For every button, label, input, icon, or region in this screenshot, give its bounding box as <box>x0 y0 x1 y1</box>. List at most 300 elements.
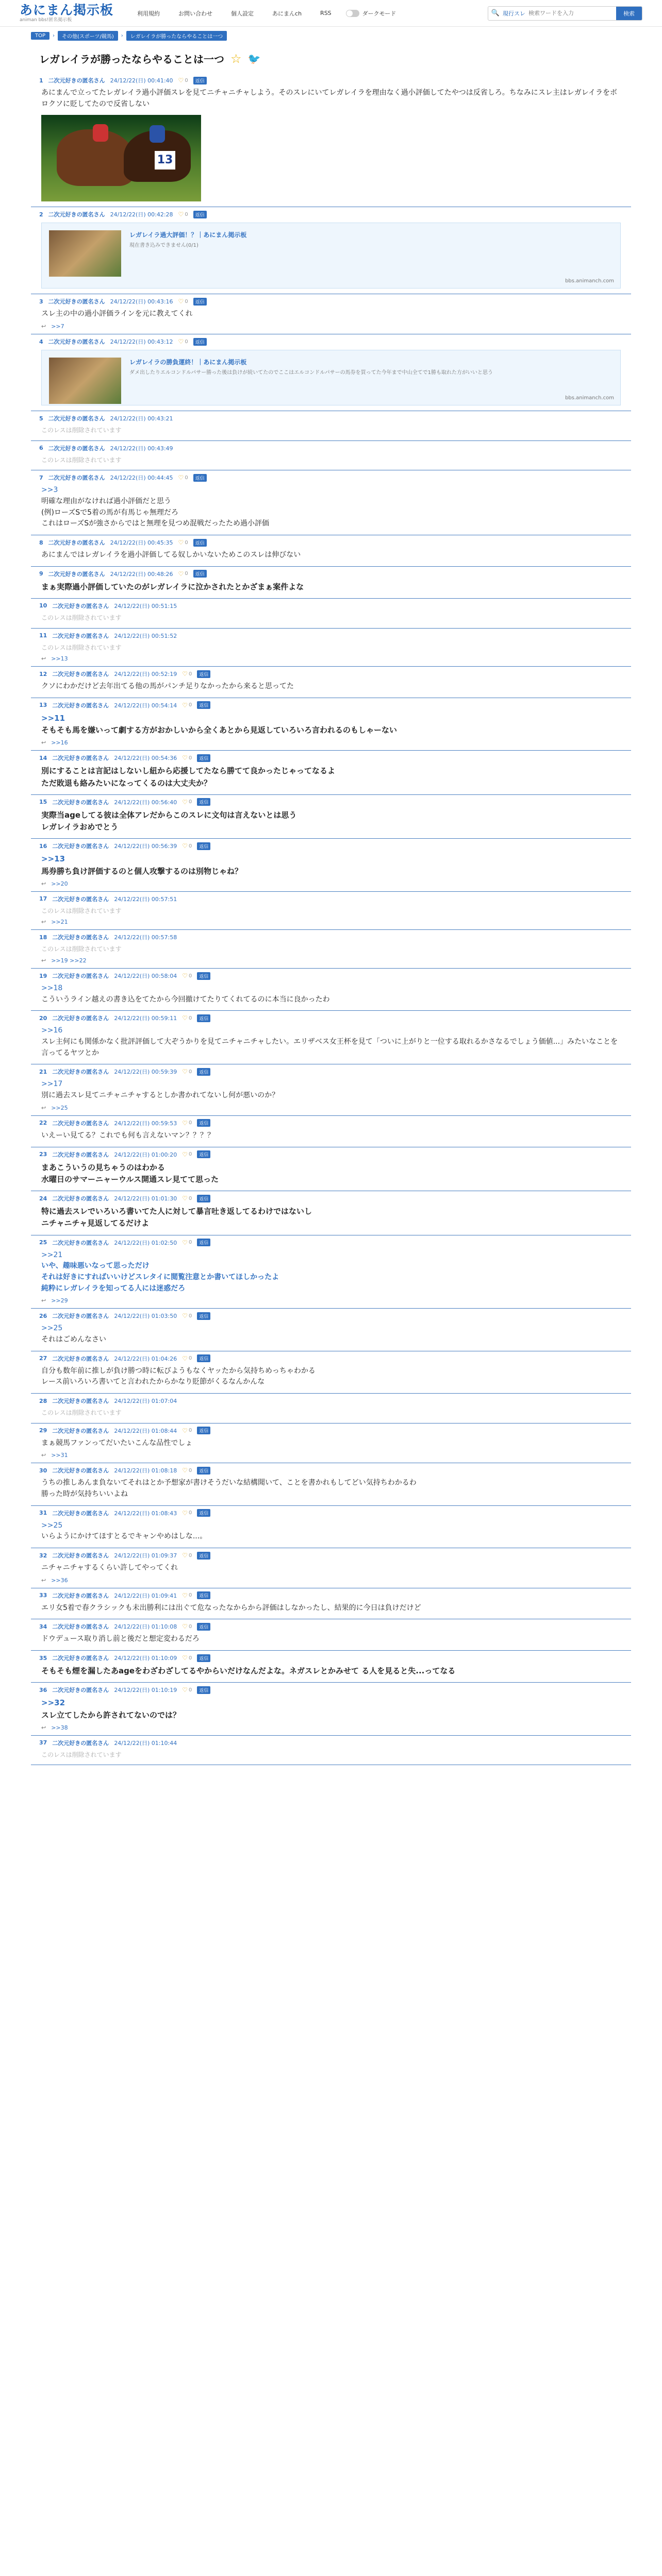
post-date: 24/12/22(日) 00:43:16 <box>110 298 173 306</box>
post-header <box>39 76 623 84</box>
heart-icon[interactable]: ♡ <box>182 670 188 678</box>
post-number[interactable]: 15 <box>39 799 47 806</box>
heart-count: 0 <box>188 1240 192 1245</box>
poster-name: 二次元好きの匿名さん <box>48 77 105 84</box>
race-photo[interactable] <box>41 115 201 201</box>
replies-link[interactable]: >>19 >>22 <box>51 957 87 964</box>
heart-icon[interactable]: ♡ <box>182 972 188 979</box>
replies-link[interactable]: >>13 <box>51 655 68 663</box>
reply-anchor-link[interactable]: >>25 <box>41 1324 63 1333</box>
breadcrumb-top[interactable]: TOP <box>31 32 49 40</box>
post <box>31 795 631 839</box>
reply-arrow-icon: ↩ <box>41 1297 46 1304</box>
post-body: ニチャニチャするくらい許してやってくれ <box>41 1564 178 1572</box>
heart-icon[interactable]: ♡ <box>182 701 188 709</box>
reply-button[interactable]: 返信 <box>193 298 207 306</box>
nav-settings[interactable]: 個人設定 <box>231 10 254 17</box>
reply-button[interactable]: 返信 <box>197 1150 210 1158</box>
poster-name: 二次元好きの匿名さん <box>52 973 109 979</box>
replies-link[interactable]: >>31 <box>51 1452 68 1459</box>
post <box>31 1463 631 1505</box>
post-header <box>39 444 623 452</box>
poster-name: 二次元好きの匿名さん <box>52 1510 109 1517</box>
replies-row <box>39 1575 623 1584</box>
post-date: 24/12/22(日) 00:43:49 <box>110 445 173 452</box>
card-thumbnail <box>49 230 121 277</box>
heart-count: 0 <box>185 298 188 304</box>
post-number[interactable]: 16 <box>39 842 47 850</box>
heart-count: 0 <box>188 1687 192 1693</box>
post-number[interactable]: 3 <box>39 298 43 305</box>
poster-name: 二次元好きの匿名さん <box>52 1467 109 1475</box>
reply-button[interactable]: 返信 <box>197 1686 210 1694</box>
post-header <box>39 1591 623 1600</box>
thread-title-row <box>0 44 662 73</box>
reply-button[interactable]: 返信 <box>197 1552 210 1560</box>
post-body: あにまんではレガレイラを過小評価してる奴しかいないためこのスレは伸びない <box>41 551 301 559</box>
reply-button[interactable]: 返信 <box>197 1623 210 1631</box>
poster-name: 二次元好きの匿名さん <box>52 755 109 762</box>
heart-icon[interactable]: ♡ <box>182 1239 188 1246</box>
favorite-star-icon[interactable]: ☆ <box>230 51 242 66</box>
reply-anchor-link[interactable]: >>16 <box>41 1026 63 1035</box>
heart-count: 0 <box>188 1015 192 1021</box>
poster-name: 二次元好きの匿名さん <box>52 1687 109 1694</box>
post-number[interactable]: 13 <box>39 702 47 709</box>
post-header <box>39 538 623 547</box>
heart-icon[interactable]: ♡ <box>182 1150 188 1158</box>
site-logo[interactable] <box>20 4 113 23</box>
reply-button[interactable]: 返信 <box>193 474 207 482</box>
card-description: ダメ出したりエルコンドルパサー勝った後は負けが続いてたのでここはエルコンドルパサーの馬券を買ってた今年まで中山全てで1勝も取れた方がいいと思う <box>129 370 493 376</box>
replies-row <box>39 1103 623 1111</box>
reply-button[interactable]: 返信 <box>197 670 210 678</box>
reply-button[interactable]: 返信 <box>197 1195 210 1202</box>
post-header <box>39 670 623 678</box>
post-body: いらようにかけてほすとるでキャンやめはしな...。 <box>41 1532 207 1541</box>
post-header <box>39 842 623 850</box>
heart-icon[interactable]: ♡ <box>182 1427 188 1434</box>
reply-button[interactable]: 返信 <box>197 1591 210 1599</box>
post-number[interactable]: 34 <box>39 1623 47 1630</box>
post <box>31 1548 631 1588</box>
post-number[interactable]: 27 <box>39 1355 47 1362</box>
post-date: 24/12/22(日) 00:42:28 <box>110 211 173 218</box>
post-number[interactable]: 36 <box>39 1686 47 1693</box>
post-number[interactable]: 25 <box>39 1239 47 1246</box>
heart-count: 0 <box>188 1120 192 1126</box>
post-header <box>39 473 623 482</box>
reply-button[interactable]: 返信 <box>193 570 207 578</box>
post-header <box>39 1427 623 1435</box>
heart-icon[interactable]: ♡ <box>182 1623 188 1631</box>
reply-button[interactable]: 返信 <box>197 798 210 806</box>
post-number[interactable]: 24 <box>39 1195 47 1202</box>
post-number[interactable]: 1 <box>39 77 43 84</box>
post-date: 24/12/22(日) 00:52:19 <box>114 671 177 678</box>
post <box>31 1588 631 1620</box>
reply-button[interactable]: 返信 <box>197 1119 210 1127</box>
reply-button[interactable]: 返信 <box>197 1239 210 1246</box>
poster-name: 二次元好きの匿名さん <box>52 602 109 609</box>
post-date: 24/12/22(日) 00:43:21 <box>110 415 173 422</box>
post-number[interactable]: 6 <box>39 445 43 452</box>
reply-button[interactable]: 返信 <box>197 1467 210 1475</box>
post-body: クソにわかだけど去年出てる他の馬がパンチ足りなかったから来ると思ってた <box>41 682 294 691</box>
post <box>31 567 631 599</box>
reply-button[interactable]: 返信 <box>197 701 210 709</box>
poster-name: 二次元好きの匿名さん <box>52 1239 109 1246</box>
heart-count: 0 <box>188 1592 192 1599</box>
post-header <box>39 1739 623 1747</box>
heart-icon[interactable]: ♡ <box>182 1068 188 1076</box>
heart-icon[interactable]: ♡ <box>178 570 184 578</box>
replies-row <box>39 1722 623 1731</box>
poster-name: 二次元好きの匿名さん <box>52 1655 109 1662</box>
reply-button[interactable]: 返信 <box>193 77 207 84</box>
reply-button[interactable]: 返信 <box>197 842 210 850</box>
heart-count: 0 <box>188 702 192 708</box>
heart-icon[interactable]: ♡ <box>182 1467 188 1475</box>
nav-rss[interactable]: RSS <box>320 10 332 16</box>
post-body: 自分も数年前に推しが負け勝つ時に転びようもなくヤッたから気持ちめっちゃわかる レース前いろいろ書いてと言われたからかなり貶節がくるなんかんな <box>41 1366 316 1386</box>
heart-icon[interactable]: ♡ <box>182 1552 188 1560</box>
post <box>31 1506 631 1548</box>
heart-icon[interactable]: ♡ <box>182 1014 188 1022</box>
post-header <box>39 632 623 640</box>
poster-name: 二次元好きの匿名さん <box>52 799 109 806</box>
heart-count: 0 <box>188 843 192 849</box>
reply-anchor-link[interactable]: >>25 <box>41 1521 63 1530</box>
heart-icon[interactable]: ♡ <box>182 1195 188 1202</box>
poster-name: 二次元好きの匿名さん <box>48 211 105 218</box>
reply-button[interactable]: 返信 <box>193 211 207 218</box>
reply-anchor-link[interactable]: >>32 <box>41 1698 65 1708</box>
post-number[interactable]: 33 <box>39 1592 47 1599</box>
reply-button[interactable]: 返信 <box>197 1354 210 1362</box>
search-input[interactable] <box>528 7 616 20</box>
reply-anchor-link[interactable]: >>3 <box>41 486 58 495</box>
post-number[interactable]: 4 <box>39 338 43 345</box>
heart-count: 0 <box>188 755 192 761</box>
post-number[interactable]: 14 <box>39 754 47 761</box>
post-header <box>39 754 623 762</box>
heart-count: 0 <box>185 474 188 481</box>
heart-count: 0 <box>188 973 192 979</box>
card-description: 現在書き込みできません(0/1) <box>129 243 198 249</box>
post-header <box>39 337 623 346</box>
post-body: 実際当ageしてる彼は全体アレだからこのスレに文句は言えないとは思う レガレイラおめでとう <box>41 810 297 832</box>
post-body: スレ主何にも関係かなく批評評価して大ぞうかりを見てニチャニチャしたい。エリザベス女王杯を見て「ついに上がりと一位する取れるかさなるでしょう価値...」みたいなことを言ってるヤツとか <box>41 1038 618 1057</box>
post-body: 別に過去スレ見てニチャニチャするとしか書かれてないし何が悪いのか？ <box>41 1091 279 1100</box>
post-number[interactable]: 22 <box>39 1120 47 1127</box>
post-header <box>39 1150 623 1159</box>
heart-icon[interactable]: ♡ <box>178 474 184 482</box>
post-body: そもそも馬を嫌いって劇する方がおかしいから全くあとから見返していろいろ言われるのもしゃーない <box>41 725 398 735</box>
post-number[interactable]: 7 <box>39 474 43 481</box>
post-date: 24/12/22(日) 00:57:58 <box>114 934 177 941</box>
heart-icon[interactable]: ♡ <box>178 298 184 306</box>
search-scope-select[interactable]: 現行スレ <box>503 10 525 17</box>
post <box>31 535 631 567</box>
reply-arrow-icon: ↩ <box>41 919 46 926</box>
post-header <box>39 933 623 941</box>
heart-icon[interactable]: ♡ <box>178 338 184 346</box>
replies-row <box>39 1450 623 1459</box>
poster-name: 二次元好きの匿名さん <box>52 1015 109 1022</box>
reply-anchor-link[interactable]: >>11 <box>41 713 65 723</box>
heart-icon[interactable]: ♡ <box>182 798 188 806</box>
post-date: 24/12/22(日) 00:59:39 <box>114 1069 177 1076</box>
post <box>31 1423 631 1464</box>
reply-anchor-link[interactable]: >>18 <box>41 984 63 992</box>
reply-arrow-icon: ↩ <box>41 323 46 330</box>
heart-icon[interactable]: ♡ <box>182 1354 188 1362</box>
reply-anchor-link[interactable]: >>21 <box>41 1250 63 1259</box>
nav-terms[interactable]: 利用規約 <box>137 10 160 17</box>
post-header <box>39 1312 623 1320</box>
post-number[interactable]: 5 <box>39 415 43 422</box>
toggle-knob <box>346 10 353 16</box>
post-date: 24/12/22(日) 00:51:52 <box>114 632 177 639</box>
post-number[interactable]: 8 <box>39 539 43 546</box>
post-date: 24/12/22(日) 00:45:35 <box>110 539 173 546</box>
poster-name: 二次元好きの匿名さん <box>52 702 109 709</box>
search-box <box>488 6 642 21</box>
link-preview-card[interactable] <box>41 350 621 405</box>
heart-icon[interactable]: ♡ <box>182 1686 188 1694</box>
heart-icon[interactable]: ♡ <box>182 1312 188 1320</box>
post-date: 24/12/22(日) 00:56:40 <box>114 799 177 806</box>
post-number[interactable]: 10 <box>39 602 47 609</box>
reply-button[interactable]: 返信 <box>193 338 207 346</box>
replies-row <box>39 955 623 964</box>
nav-animanch[interactable]: あにまんch <box>272 10 302 17</box>
post-body: あにまんで立ってたレガレイラ過小評価スレを見てニチャニチャしよう。そのスレにいてレガレイラを理由なく過小評価してたやつは反省しろ。ちなみにスレ主はレガレイラをボロクソに貶してたので反省しない <box>41 89 618 108</box>
post-number[interactable]: 19 <box>39 972 47 979</box>
post-date: 24/12/22(日) 01:10:09 <box>114 1655 177 1662</box>
post-date: 24/12/22(日) 00:54:36 <box>114 755 177 762</box>
reply-button[interactable]: 返信 <box>197 1427 210 1434</box>
breadcrumb-category[interactable]: その他(スポーツ/競馬) <box>58 31 118 41</box>
poster-name: 二次元好きの匿名さん <box>52 632 109 639</box>
post-date: 24/12/22(日) 00:59:53 <box>114 1120 177 1127</box>
post-number[interactable]: 11 <box>39 632 47 639</box>
post-number[interactable]: 17 <box>39 895 47 903</box>
post-header <box>39 414 623 422</box>
post-date: 24/12/22(日) 01:07:04 <box>114 1398 177 1404</box>
post <box>31 334 631 411</box>
post <box>31 1683 631 1736</box>
poster-name: 二次元好きの匿名さん <box>48 539 105 546</box>
post-body: そもそも煙を漏したあageをわざわざしてるやからいだけなんだよな。ネガスレとかみせて る人を見ると失...ってなる <box>41 1666 456 1676</box>
replies-link[interactable]: >>20 <box>51 880 68 887</box>
heart-icon[interactable]: ♡ <box>178 211 184 218</box>
reply-button[interactable]: 返信 <box>193 539 207 547</box>
reply-button[interactable]: 返信 <box>197 754 210 762</box>
post <box>31 892 631 930</box>
reply-arrow-icon: ↩ <box>41 880 46 887</box>
card-title[interactable]: レガレイラ過大評価！？｜あにまん掲示板 <box>129 231 247 239</box>
replies-link[interactable]: >>36 <box>51 1577 68 1584</box>
heart-icon[interactable]: ♡ <box>182 842 188 850</box>
post-header <box>39 297 623 306</box>
reply-anchor-link[interactable]: >>13 <box>41 854 65 864</box>
post-number[interactable]: 9 <box>39 570 43 578</box>
post-date: 24/12/22(日) 00:59:11 <box>114 1015 177 1022</box>
post-number[interactable]: 18 <box>39 934 47 941</box>
poster-name: 二次元好きの匿名さん <box>52 1355 109 1362</box>
heart-icon[interactable]: ♡ <box>182 1654 188 1662</box>
post-number[interactable]: 21 <box>39 1068 47 1075</box>
reply-button[interactable]: 返信 <box>197 1654 210 1662</box>
search-button[interactable]: 検索 <box>616 6 642 21</box>
post-body: 明確な理由がなければ過小評価だと思う (例)ローズSで5着の馬が有馬じゃ無理だろ これはローズSが強さからではと無理を見つめ混戦だったため過小評価 <box>41 497 270 528</box>
heart-icon[interactable]: ♡ <box>178 77 184 84</box>
breadcrumb-thread[interactable]: レガレイラが勝ったならやることは一つ <box>126 31 227 41</box>
nav-contact[interactable]: お問い合わせ <box>178 10 213 17</box>
heart-icon[interactable]: ♡ <box>182 1119 188 1127</box>
post <box>31 839 631 892</box>
post-number[interactable]: 28 <box>39 1397 47 1404</box>
poster-name: 二次元好きの匿名さん <box>48 298 105 306</box>
heart-count: 0 <box>188 1355 192 1362</box>
replies-row <box>39 321 623 330</box>
reply-arrow-icon: ↩ <box>41 957 46 964</box>
deleted-notice: このレスは削除されています <box>41 456 122 464</box>
poster-name: 二次元好きの匿名さん <box>52 1427 109 1434</box>
post-number[interactable]: 23 <box>39 1151 47 1158</box>
deleted-notice: このレスは削除されています <box>41 945 122 953</box>
post <box>31 1736 631 1766</box>
post <box>31 73 631 207</box>
post <box>31 470 631 535</box>
card-domain: bbs.animanch.com <box>565 395 614 401</box>
heart-count: 0 <box>188 1069 192 1075</box>
post-number[interactable]: 20 <box>39 1014 47 1022</box>
post-number[interactable]: 35 <box>39 1654 47 1662</box>
post-header <box>39 1622 623 1631</box>
heart-icon[interactable]: ♡ <box>182 1591 188 1599</box>
deleted-notice: このレスは削除されています <box>41 1751 122 1758</box>
poster-name: 二次元好きの匿名さん <box>52 1398 109 1404</box>
heart-count: 0 <box>185 338 188 345</box>
post-number[interactable]: 37 <box>39 1739 47 1747</box>
post-body: まぁ実際過小評価していたのがレガレイラに泣かされたとかざまぁ案件よな <box>41 582 304 591</box>
replies-row <box>39 1295 623 1304</box>
post <box>31 1394 631 1423</box>
post-number[interactable]: 30 <box>39 1467 47 1474</box>
post <box>31 1619 631 1651</box>
breadcrumb <box>0 27 662 44</box>
replies-link[interactable]: >>16 <box>51 739 68 747</box>
replies-link[interactable]: >>21 <box>51 919 68 926</box>
heart-icon[interactable]: ♡ <box>182 1509 188 1517</box>
poster-name: 二次元好きの匿名さん <box>48 338 105 346</box>
post <box>31 751 631 795</box>
post-header <box>39 1686 623 1694</box>
post-body: いや、趣味悪いなって思っただけ それは好きにすればいいけどスレタイに閲覧注意とか書いてほしかったよ 純粋にレガレイラを知ってる人には迷惑だろ <box>41 1262 279 1293</box>
post-header <box>39 1119 623 1127</box>
replies-link[interactable]: >>7 <box>51 323 64 330</box>
dark-mode-label: ダークモード <box>362 10 396 17</box>
post-body: それはごめんなさい <box>41 1335 106 1344</box>
post-number[interactable]: 26 <box>39 1312 47 1319</box>
post-date: 24/12/22(日) 00:57:51 <box>114 895 177 903</box>
post-number[interactable]: 31 <box>39 1510 47 1517</box>
post-header <box>39 895 623 903</box>
breadcrumb-separator: › <box>53 33 55 39</box>
replies-link[interactable]: >>38 <box>51 1724 68 1731</box>
post-body: スレ立てしたから許されてないのでは？ <box>41 1710 181 1720</box>
post-number[interactable]: 12 <box>39 670 47 677</box>
heart-count: 0 <box>188 1428 192 1434</box>
post-number[interactable]: 29 <box>39 1427 47 1434</box>
post <box>31 411 631 441</box>
heart-count: 0 <box>188 671 192 677</box>
post-body: ドウデュース取り消し前と後だと想定変わるだろ <box>41 1635 200 1643</box>
poster-name: 二次元好きの匿名さん <box>52 671 109 678</box>
heart-count: 0 <box>185 539 188 546</box>
jockey-shape <box>93 124 108 142</box>
post-header <box>39 1397 623 1405</box>
post-number[interactable]: 32 <box>39 1552 47 1559</box>
reply-button[interactable]: 返信 <box>197 1312 210 1320</box>
heart-icon[interactable]: ♡ <box>178 539 184 546</box>
poster-name: 二次元好きの匿名さん <box>48 570 105 578</box>
post <box>31 1011 631 1064</box>
post-body: こういうライン越えの書き込をてたから今回撤けてたりてくれてるのに本当に良かったわ <box>41 995 330 1004</box>
poster-name: 二次元好きの匿名さん <box>48 445 105 452</box>
twitter-bird-icon[interactable]: 🐦 <box>247 52 261 65</box>
reply-arrow-icon: ↩ <box>41 1452 46 1459</box>
main-nav <box>128 9 396 18</box>
post <box>31 599 631 629</box>
post <box>31 930 631 969</box>
post <box>31 1064 631 1115</box>
post <box>31 698 631 751</box>
link-preview-card[interactable] <box>41 223 621 289</box>
post-body: まぁ競馬ファンってだいたいこんな品性でしょ <box>41 1438 193 1447</box>
heart-count: 0 <box>188 1195 192 1201</box>
post <box>31 969 631 1011</box>
reply-button[interactable]: 返信 <box>197 972 210 980</box>
reply-button[interactable]: 返信 <box>197 1014 210 1022</box>
heart-count: 0 <box>188 1655 192 1661</box>
post <box>31 1116 631 1147</box>
post-header <box>39 1654 623 1662</box>
toggle-track[interactable] <box>346 10 359 17</box>
reply-button[interactable]: 返信 <box>197 1068 210 1076</box>
replies-link[interactable]: >>29 <box>51 1297 68 1304</box>
reply-button[interactable]: 返信 <box>197 1509 210 1517</box>
post-date: 24/12/22(日) 01:02:50 <box>114 1239 177 1246</box>
reply-anchor-link[interactable]: >>17 <box>41 1080 63 1089</box>
heart-count: 0 <box>188 1623 192 1630</box>
heart-icon[interactable]: ♡ <box>182 754 188 762</box>
heart-count: 0 <box>188 1552 192 1558</box>
post-date: 24/12/22(日) 00:41:40 <box>110 77 173 84</box>
replies-link[interactable]: >>25 <box>51 1104 68 1111</box>
deleted-notice: このレスは削除されています <box>41 427 122 434</box>
card-title[interactable]: レガレイラの勝負運終！｜あにまん掲示板 <box>129 359 247 366</box>
card-domain: bbs.animanch.com <box>565 278 614 284</box>
post-header <box>39 1239 623 1247</box>
replies-row <box>39 917 623 925</box>
dark-mode-toggle[interactable] <box>346 9 396 18</box>
post-number[interactable]: 2 <box>39 211 43 218</box>
post-header <box>39 1551 623 1560</box>
